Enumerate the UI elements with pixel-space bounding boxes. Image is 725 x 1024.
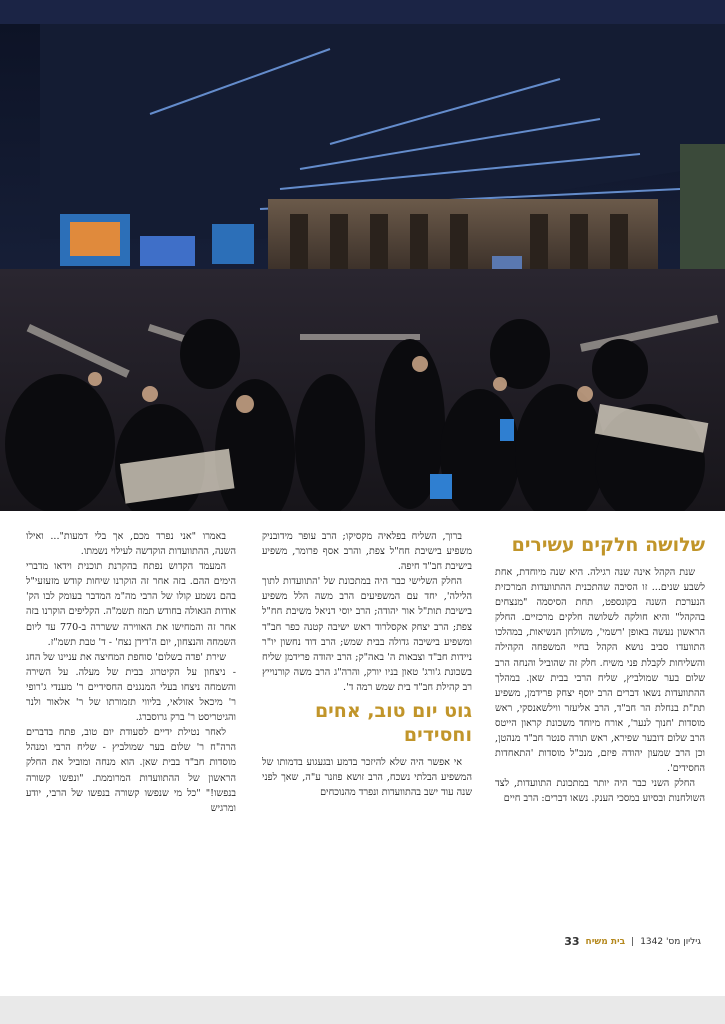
paragraph: שירת 'פדה בשלום' סוחפת המחיצה את עניינו של החג - ניצחון על הקיטרוג בבית של מעלה. על השירה והשמחה ניצחו בעלי המנגנים החסידיים ר' מענדי ג'רופי ר' מיכאל אזולאי, בליווי תזמורתו של ר' אלאור ולנר והגיטריסט ר' ברק גרוסברג. (26, 651, 236, 724)
bottom-strip (0, 996, 725, 1024)
top-bar (0, 0, 725, 24)
text-column-middle (262, 529, 472, 800)
section-headline: גוט יום טוב, אחים וחסידים (314, 700, 472, 747)
page-footer (564, 935, 701, 948)
section-headline: שלושה חלקים עשירים (511, 534, 705, 556)
paragraph: ברוך, השליח בפלאיה מקסיקו; הרב עופר מידובניק משפיע בישיבת חח"ל צפת, והרב אסף פרומר, משפיע בישיבת חב"ד חיפה. (262, 531, 472, 573)
paragraph: אי אפשר היה שלא להיזכר בדמע ובגעגוע בדמותו של המשפיע הבלתי נשכח, הרב זושא פוזנר ע"ה, שאך לפני שנה עוד ישב בהתוועדות ונפרד מהנוכחים (262, 757, 472, 799)
paragraph: שנת הקהל אינה שנה רגילה. היא שנה מיוחדת, אחת לשבע שנים... זו הסיבה שהתכנית ההתוועדות המרכזית הנערכת השנה בקונספט, תחת הסיסמה "מנצחים בהקהל" והיא חולקה לשלושה חלקים מרכזיים. החלק הראשון נעשה באופן 'רשמי', משולחן הנשיאות, במהלכו התוועדו סביב נושא הקהל בחיי המשפחה הקהילה והשליחות לקבלת פני משיח. חלק זה שהוביל והנחה הרב שלום בער שמולביץ, שליח הרבי בבית שאן. במהלך ההתוועדות נשאו דברים הרב יוסף יצחק פרידמן, משפיע תת"ת בנחלת הר חב"ד, הרב אליעזר ווילשאנסקי, ראש מוסדות 'חנוך לנער', אורח מיוחד משכונת קראון הייטס הרב שלום דובער שפירא, ראש תורה סנטר חב"ד מנהטן, וכן הרב שמעון יהודה פיזם, מנכ"ל מוסדות 'התאחדות החסידים'. (495, 567, 705, 775)
banquet-hall-photo (0, 24, 725, 511)
text-column-right (495, 529, 705, 807)
issue-number: גיליון מס' 1342 (640, 936, 701, 947)
paragraph: החלק השני כבר היה יותר במתכונת התוועדות, לצד השולחנות ובסיוע במסכי הענק. נשאו דברים: הרב חיים (495, 778, 705, 805)
paragraph: באמרו "אני נפרד מכם, אך בלי דמעות"... ואילו השנה, ההתוועדות הוקדשה לעילוי נשמתו. (26, 531, 236, 558)
paragraph: המעמד הקדוש נפתח בהקרנת תוכנית וידאו מדברי הימים ההם. בזה אחר זה הוקרנו שיחות קודש מזעזעי"ל בהם נשמע קולו של הרבי מה"מ המדבר בעומק לבו הק' אודות הגאולה בחודש תמוז תשמ"ה. הקליפים הוקרנו בזה אחר זה והמחישו את האווירה ששררה ב-770 עד ליום השמחה והנצחון, יום ה'דידן נצח' - ד' טבת תשמ"ז. (26, 561, 236, 648)
paragraph: לאחר נטילת ידיים לסעודת יום טוב, פתח בדברים הרה"ח ר' שלום בער שמולביץ - שליח הרבי ומנהל מוסדות חב"ד בבית שאן. הוא מנחה ומוביל את החלק הראשון של ההתוועדות המרוממת. "ונפשו קשורה בנפשו!" "כל מי שנפשו קשורה בנפשו של הרבי, יודע ומרגיש (26, 727, 236, 814)
magazine-brand: בית משיח (585, 936, 626, 947)
magazine-page (0, 24, 725, 996)
footer-separator: | (631, 936, 635, 947)
paragraph: החלק השלישי כבר היה במתכונת של 'התוועדות לתוך הלילה', יחד עם המשפיעים הרב משה הלל משפיע בישיבת תות"ל אור יהודה; הרב יוסי דניאל משיבת חח"ל צפת; הרב יצחק אקסלרוד ראש ישיבה קטנה כפר חב"ד ומשפיע בישיבה גדולה בבית שמש; הרב דוד נחשון יו"ר ניידות חב"ד וצבאות ה' באה"ק; הרב יהודה פרידמן שליח בשכונת ג'ורג' טאון בניו יורק, והרה"ג הרב משה קורנוייץ רב קהילת חב"ד בית שמש רמה ד'. (262, 576, 472, 693)
event-photo (0, 24, 725, 511)
text-column-left (26, 529, 236, 816)
page-number: 33 (564, 935, 580, 948)
